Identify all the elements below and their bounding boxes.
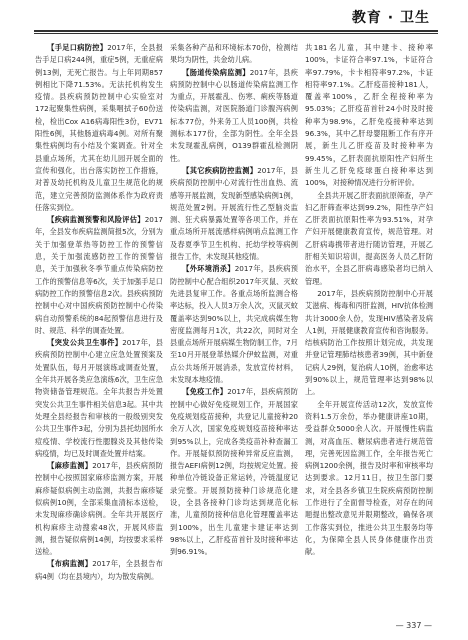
- paragraph: [305, 399, 433, 559]
- paragraph: [305, 190, 433, 288]
- paragraph-text: 2017年，县疾病预防控制中心对流行性出血热、流感等开展监测，发现新型感染病例1例，规范处置2例。开展流行性乙型脑炎监测、狂犬病暴露处置等各项工作，并在重点场所开展流感样病例哨点监测工作及春夏季节卫生机构、托幼学校等病例报告工作，未发现其他疫情。: [170, 165, 298, 262]
- paragraph: [170, 67, 298, 165]
- paragraph-heading: 【外环境消杀】: [182, 264, 235, 274]
- paragraph: [170, 42, 298, 67]
- header-divider-thin: [34, 33, 438, 34]
- section-title: 教育 · 卫生: [351, 10, 430, 26]
- text-column-1: [35, 42, 163, 616]
- paragraph-heading: 【手足口病防控】: [47, 43, 108, 52]
- paragraph-heading: 【突发公共卫生事件】: [47, 338, 123, 348]
- paragraph: [35, 460, 163, 558]
- paragraph-heading: 【疾病监测预警和风险评估】: [47, 215, 145, 225]
- header-divider: [34, 30, 438, 32]
- paragraph-text: 2017年，全县发布疾病监测简报5次，分别为关于加强登革热等防控工作的预警信息，关于加强流感防控工作的预警信息，关于加强秋冬季节重点传染病防控工作的预警信息等6次，关于加强手足口病防控工作的预警信息2次。县疾病预防控制中心对中国疾病预防控制中心传染病自动预警系统的84起预警信息进行及时、规范、科学的调查处置。: [35, 215, 163, 335]
- paragraph-text: 2017年，县疾病预防控制中心按照国家麻疹监测方案，开展麻疹疑似病例主动监测，共报告麻疹疑似病例10例，全部采集血清标本送检，未发现麻疹确诊病例。全年共开展医疗机构麻疹主动搜索48次，开展风疹监测，报告疑似病例14例，均按要求采样送检。: [35, 461, 163, 557]
- paragraph-text: 2017年，县疾病预防控制中心开展艾滋病、梅毒和丙肝监测，HIV抗体检测共计3000余人份，发现HIV感染者及病人1例，开展健康教育宣传和咨询服务。结核病防治工作按照计划完成，共发现并登记管理肺结核患者39例，其中新登记病人29例，复治病人10例，治愈率达到90%以上，规范管理率达到98%以上。: [305, 288, 433, 397]
- paragraph-text: 2017年，全县报告手足口病244例，重症5例，无重症病例13例，无死亡报告。与上年同期857例相比下降71.53%。无法托机构发生疫情。县疾病预防控制中心实验室对172起聚集性病例，采集咽拭子60份送检，检出Cox A16病毒阳性3份，EV71阳性6例，其他肠道病毒4例。对所有聚集性病例均有小结及个案调查。针对全县重点场所，尤其在幼儿园开展全面的宣传和强化，出台落实防控工作措施，对普及幼托机构及儿童卫生规范化的规范，建立完善预防监测体系作为政府责任落实到位。: [35, 43, 163, 212]
- paragraph-heading: 【麻疹监测】: [47, 461, 93, 471]
- paragraph: [170, 165, 298, 263]
- paragraph: [170, 386, 298, 558]
- paragraph-text: 2017年，县疾病预防控制中心建立应急处置预案及处置队伍，每月开展演练或调查处置，全年共开展各类应急演练6次，卫生应急物资储备管理规范。全年共报告并处置突发公共卫生事件相关信息3起。其中共处理全县经报告和审核的一般级别突发公共卫生事件3起，分别为县托幼园所水痘疫情、学校流行性腮腺炎及其他传染病疫情，均已及时调查处置并结案。: [35, 338, 163, 458]
- paragraph-text: 共181名儿童，其中建卡、接种率100%，卡证符合率97.1%，卡证符合率97.79%，卡卡相符率97.2%，卡证相符率97.1%。乙肝疫苗接种181人，覆盖率100%，乙肝全程接种率为95.03%；乙肝疫苗首针24小时及时接种率为98.9%，乙肝免疫接种率达到96.3%，其中乙肝母婴阻断工作有序开展，新生儿乙肝疫苗及时接种率为99.45%，乙肝表面抗原阳性产妇所生新生儿乙肝免疫球蛋白接种率达到100%，对接种情况进行分析评价。: [305, 43, 433, 188]
- paragraph: [35, 42, 163, 214]
- paragraph: [170, 263, 298, 386]
- paragraph-text: 2017年，全县报告布病4例（均在县境内），均为散发病例。: [35, 559, 163, 581]
- paragraph: [35, 214, 163, 337]
- paragraph-heading: 【免疫工作】: [182, 387, 228, 397]
- paragraph-heading: 【布病监测】: [47, 559, 93, 569]
- page-number: — 337 —: [395, 621, 432, 630]
- paragraph: [305, 288, 433, 399]
- paragraph-text: 2017年，县疾病预防控制中心配合组织2017年灭鼠、灭蚊先进县复审工作。各重点场所监测合格率达标，投入人员3万余人次，灭鼠灭蚊覆盖率达到90%以上，共完成病媒生物密度监测每月1次，共22次，同时对全县重点场所开展病媒生物防制工作，7月至10月开展登革热媒介伊蚊监测，对重点公共场所开展消杀，发放宣传材料，未发现本地疫情。: [170, 264, 298, 385]
- paragraph-heading: 【肠道传染病监测】: [182, 67, 250, 77]
- paragraph: [35, 558, 163, 583]
- paragraph-text: 采集各种产品和环境标本70份，检测结果均为阴性，共金幼儿病。: [170, 43, 298, 65]
- text-column-2: [170, 42, 298, 616]
- paragraph-heading: 【其它疾病防控监测】: [182, 165, 258, 175]
- paragraph-text: 2017年，县疾病预防控制中心做好免疫规划工作，开展国家免疫规划疫苗接种，共登记儿童接种20余万人次，国家免疫规划疫苗接种率达到95%以上，完成各类疫苗补种查漏工作。开展疑似预防接种异常反应监测，报告AEFI病例12例，均按规定处置。接种单位冷链设备正常运转，冷链温度记录完整。开展预防接种门诊规范化建设，全县各接种门诊均达到规范化标准，儿童预防接种信息化管理覆盖率达到100%，出生儿童建卡建证率达到98%以上，乙肝疫苗首针及时接种率达到96.91%。: [170, 387, 298, 557]
- text-column-3: [305, 42, 433, 616]
- paragraph: [305, 42, 433, 190]
- paragraph-text: 2017年，县疾病预防控制中心以肠道传染病监测工作为重点，开展霍乱、伤寒、痢疾等肠道传染病监测，对医院肠道门诊腹泻病例标本77份，外来务工人员100例，共检测标本177份，全部为阴性。全年全县未发现霍乱病例，O139群霍乱检测阴性。: [170, 67, 298, 163]
- paragraph-text: 全年开展宣传活动12次，发放宣传资料1.5万余份，举办健康讲座10期，受益群众5000余人次。开展慢性病监测，对高血压、糖尿病患者进行规范管理，完善死因监测工作，全年报告死亡病例1200余例，报告及时率和审核率均达到要求。12月11日，按卫生部门要求，对全县各乡镇卫生院疾病预防控制工作进行了全面督导检查，对存在的问题提出整改意见并限期整改，确保各项工作落实到位，推进公共卫生服务均等化，为保障全县人民身体健康作出贡献。: [305, 399, 433, 557]
- paragraph: [35, 337, 163, 460]
- paragraph-text: 全县共开展乙肝表面抗原筛查，孕产妇乙肝筛查率达到99.2%，阳性孕产妇乙肝表面抗原阳性率为93.51%，对孕产妇开展健康教育宣传，规范管理。对乙肝病毒携带者进行随访管理，开展乙肝相关知识培训，提高医务人员乙肝防治水平，全县乙肝病毒感染者均已纳入管理。: [305, 190, 433, 286]
